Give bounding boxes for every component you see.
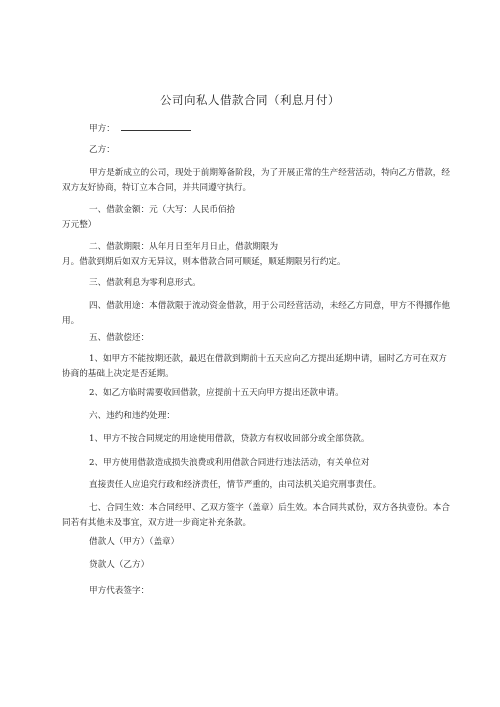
- section-6-item-2-line1: 2、甲方使用借款造成损失浪费或利用借款合同进行违法活动，有关单位对: [89, 458, 370, 468]
- lender-signature-line: 贷款人（乙方）: [89, 560, 150, 570]
- borrower-signature-line: 借款人（甲方）（盖章）: [89, 537, 180, 547]
- section-1-line2: 万元整）: [62, 220, 97, 230]
- representative-signature-line: 甲方代表签字：: [89, 586, 150, 596]
- section-6-heading: 六、违约和违约处理：: [89, 411, 175, 421]
- intro-paragraph: 甲方是新成立的公司，现处于前期筹备阶段，为了开展正常的生产经营活动，特向乙方借款，经双方友好协商，特订立本合同，并共同遵守执行。: [62, 168, 450, 193]
- section-5-item-1: 1、如甲方不能按期还款，最迟在借款到期前十五天应向乙方提出延期申请，届时乙方可在双方协商的基础上决定是否延期。: [62, 354, 447, 379]
- section-2: [62, 240, 450, 270]
- section-1-line1: 一、借款金额：元（大写：人民币佰拾: [89, 205, 236, 215]
- section-1: [62, 203, 450, 233]
- party-a-label: 甲方：: [89, 124, 115, 134]
- party-a-line: [62, 122, 450, 137]
- section-5-heading: 五、借款偿还：: [89, 333, 150, 343]
- party-a-blank: [121, 122, 191, 131]
- section-4: 四、借款用途：本借款限于流动资金借款，用于公司经营活动，未经乙方同意，甲方不得挪作他用。: [62, 301, 450, 326]
- section-2-line1: 二、借款期限：从年月日至年月日止，借款期限为: [89, 242, 279, 252]
- document-title: 公司向私人借款合同（利息月付）: [160, 93, 340, 107]
- section-7: 七、合同生效：本合同经甲、乙双方签字（盖章）后生效。本合同共贰份，双方各执壹份。本合同若有其他未及事宜，双方进一步商定补充条款。: [62, 503, 450, 528]
- section-3: 三、借款利息为零利息形式。: [89, 278, 201, 288]
- section-6-item-1: 1、甲方不按合同规定的用途使用借款，贷款方有权收回部分或全部贷款。: [89, 434, 370, 444]
- section-2-line2: 月。借款到期后如双方无异议，则本借款合同可顺延，顺延期限另行约定。: [62, 257, 346, 267]
- section-5-item-2: 2、如乙方临时需要收回借款，应提前十五天向甲方提出还款申请。: [89, 388, 344, 398]
- party-b-label: 乙方：: [89, 145, 115, 155]
- section-6-item-2-line2: 直接责任人应追究行政和经济责任，情节严重的，由司法机关追究刑事责任。: [89, 480, 382, 490]
